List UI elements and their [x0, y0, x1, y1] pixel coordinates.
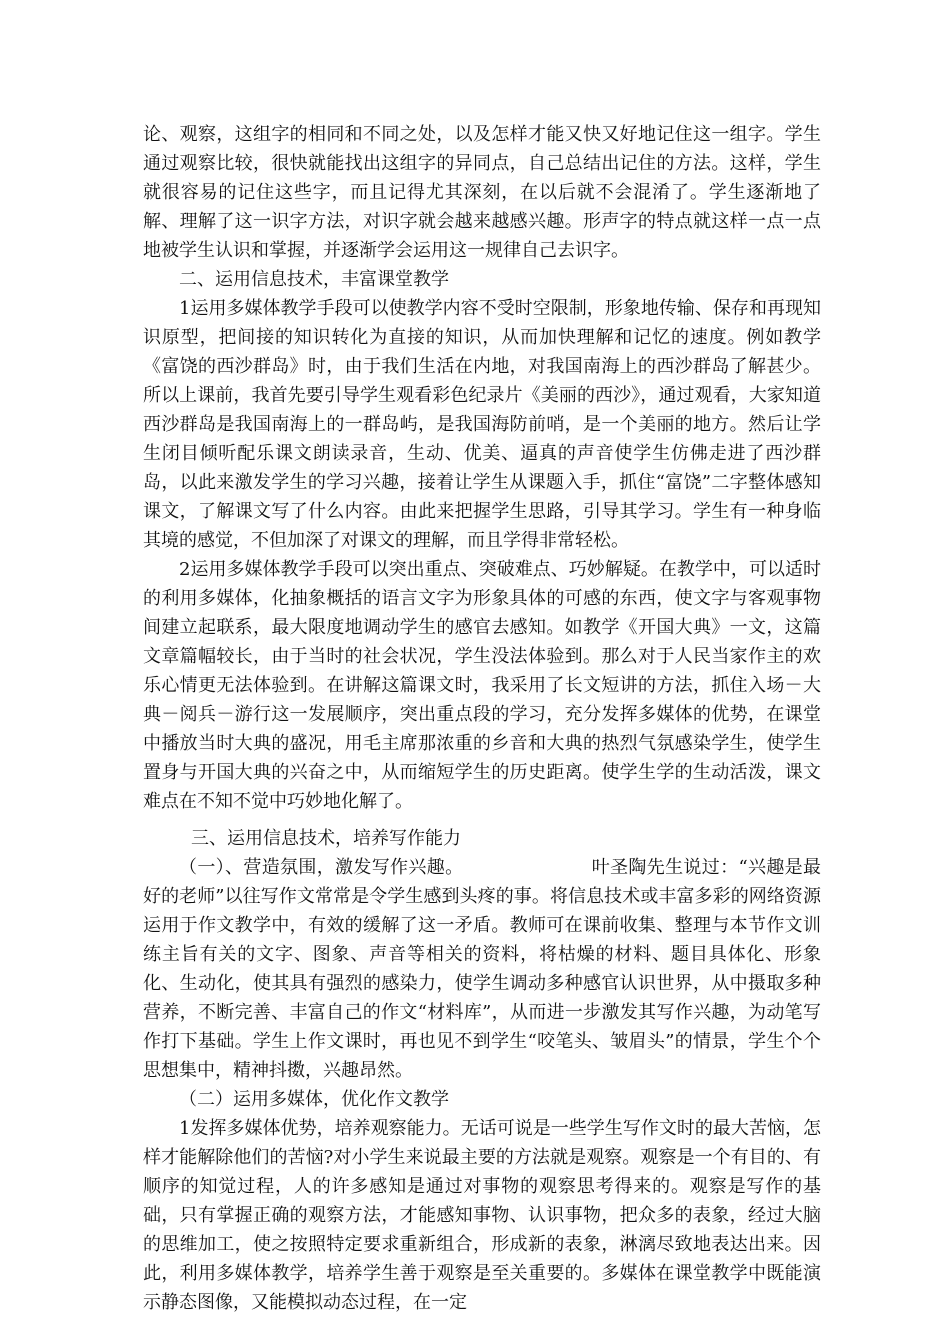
paragraph-writing-interest — [143, 853, 821, 1085]
paragraph-multimedia-1: 1运用多媒体教学手段可以使教学内容不受时空限制，形象地传输、保存和再现知识原型，把间接的知识转化为直接的知识，从而加快理解和记忆的速度。例如教学《富饶的西沙群岛》时，由于我们生活在内地，对我国南海上的西沙群岛了解甚少。所以上课前，我首先要引导学生观看彩色纪录片《美丽的西沙》，通过观看，大家知道西沙群岛是我国南海上的一群岛屿，是我国海防前哨，是一个美丽的地方。然后让学生闭目倾听配乐课文朗读录音，生动、优美、逼真的声音使学生仿佛走进了西沙群岛，以此来激发学生的学习兴趣，接着让学生从课题入手，抓住“富饶”二字整体感知课文，了解课文写了什么内容。由此来把握学生思路，引导其学习。学生有一种身临其境的感觉，不但加深了对课文的理解，而且学得非常轻松。 — [143, 298, 821, 551]
document-body — [143, 120, 821, 1317]
paragraph-literacy-method: 论、观察，这组字的相同和不同之处，以及怎样才能又快又好地记住这一组字。学生通过观察比较，很快就能找出这组字的异同点，自己总结出记住的方法。这样，学生就很容易的记住这些字，而且记得尤其深刻，在以后就不会混淆了。学生逐渐地了解、理解了这一识字方法，对识字就会越来越感兴趣。形声字的特点就这样一点一点地被学生认识和掌握，并逐渐学会运用这一规律自己去识字。 — [143, 124, 821, 261]
paragraph-writing-interest-body: 叶圣陶先生说过：“兴趣是最好的老师”以往写作文常常是令学生感到头疼的事。将信息技术或丰富多彩的网络资源运用于作文教学中，有效的缓解了这一矛盾。教师可在课前收集、整理与本节作文训练主旨有关的文字、图象、声音等相关的资料，将枯燥的材料、题目具体化、形象化、生动化，使其具有强烈的感染力，使学生调动多种感官认识世界，从中摄取多种营养，不断完善、丰富自己的作文“材料库”，从而进一步激发其写作兴趣，为动笔写作打下基础。学生上作文课时，再也见不到学生“咬笔头、皱眉头”的情景，学生个个思想集中，精神抖擞，兴趣昂然。 — [143, 857, 821, 1081]
paragraph-multimedia-2: 2运用多媒体教学手段可以突出重点、突破难点、巧妙解疑。在教学中，可以适时的利用多媒体，化抽象概括的语言文字为形象具体的可感的东西，使文字与客观事物间建立起联系，最大限度地调动学生的感官去感知。如教学《开国大典》一文，这篇文章篇幅较长，由于当时的社会状况，学生没法体验到。那么对于人民当家作主的欢乐心情更无法体验到。在讲解这篇课文时，我采用了长文短讲的方法，抓住入场－大典－阅兵－游行这一发展顺序，突出重点段的学习，充分发挥多媒体的优势，在课堂中播放当时大典的盛况，用毛主席那浓重的乡音和大典的热烈气氛感染学生，使学生置身与开国大典的兴奋之中，从而缩短学生的历史距离。使学生学的生动活泼，课文难点在不知不觉中巧妙地化解了。 — [143, 559, 821, 812]
section-heading-3: 三、运用信息技术，培养写作能力 — [191, 828, 461, 849]
section-heading-2: 二、运用信息技术，丰富课堂教学 — [179, 269, 449, 290]
paragraph-observation: 1发挥多媒体优势，培养观察能力。无话可说是一些学生写作文时的最大苦恼，怎样才能解除他们的苦恼?对小学生来说最主要的方法就是观察。观察是一个有目的、有顺序的知觉过程，人的许多感知是通过对事物的观察思考得来的。观察是写作的基础，只有掌握正确的观察方法，才能感知事物、认识事物，把众多的表象，经过大脑的思维加工，使之按照特定要求重新组合，形成新的表象，淋漓尽致地表达出来。因此，利用多媒体教学，培养学生善于观察是至关重要的。多媒体在课堂教学中既能演示静态图像，又能模拟动态过程，在一定 — [143, 1118, 821, 1313]
subheading-atmosphere: （一）、营造氛围，激发写作兴趣。 — [179, 857, 464, 878]
subheading-optimize-writing: （二）运用多媒体，优化作文教学 — [179, 1089, 449, 1110]
